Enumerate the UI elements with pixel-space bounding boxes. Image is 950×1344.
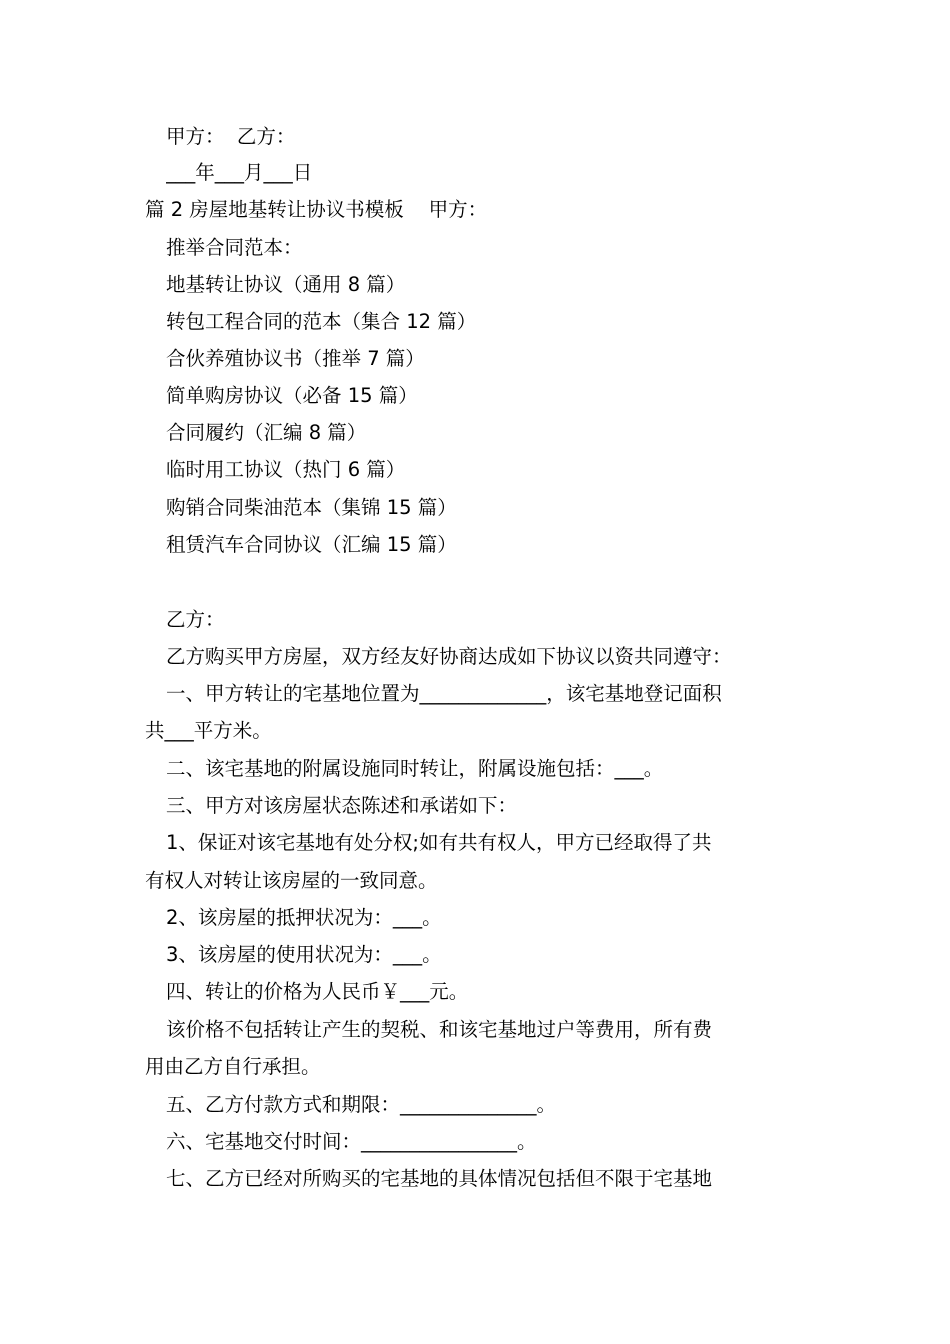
recommend-link-8[interactable]: 租赁汽车合同协议（汇编 15 篇）	[166, 533, 457, 556]
clause-3-item-1-line-2: 有权人对转让该房屋的一致同意。	[145, 869, 438, 892]
paragraph-intro: 乙方购买甲方房屋，双方经友好协商达成如下协议以资共同遵守：	[166, 645, 732, 668]
clause-6: 六、宅基地交付时间：________________。	[166, 1130, 537, 1153]
clause-7-line-1: 七、乙方已经对所购买的宅基地的具体情况包括但不限于宅基地	[166, 1167, 713, 1190]
recommend-link-6[interactable]: 临时用工协议（热门 6 篇）	[166, 458, 406, 481]
clause-3-item-1-line-1: 1、保证对该宅基地有处分权;如有共有权人，甲方已经取得了共	[166, 831, 712, 854]
party-a-b-line: 甲方： 乙方：	[166, 125, 296, 148]
recommend-link-1[interactable]: 地基转让协议（通用 8 篇）	[166, 273, 406, 296]
recommend-link-3[interactable]: 合伙养殖协议书（推举 7 篇）	[166, 347, 425, 370]
recommend-heading: 推举合同范本：	[166, 236, 303, 259]
recommend-link-7[interactable]: 购销合同柴油范本（集锦 15 篇）	[166, 496, 457, 519]
clause-4: 四、转让的价格为人民币￥___元。	[166, 980, 469, 1003]
clause-3: 三、甲方对该房屋状态陈述和承诺如下：	[166, 794, 518, 817]
clause-4-note-line-2: 用由乙方自行承担。	[145, 1055, 321, 1078]
section-title: 篇 2 房屋地基转让协议书模板 甲方：	[145, 198, 488, 221]
clause-1-line-2: 共___平方米。	[145, 719, 272, 742]
clause-2: 二、该宅基地的附属设施同时转让，附属设施包括：___。	[166, 757, 664, 780]
clause-1-line-1: 一、甲方转让的宅基地位置为_____________，该宅基地登记面积	[166, 682, 722, 705]
recommend-link-2[interactable]: 转包工程合同的范本（集合 12 篇）	[166, 310, 477, 333]
recommend-link-5[interactable]: 合同履约（汇编 8 篇）	[166, 421, 367, 444]
clause-3-item-2: 2、该房屋的抵押状况为：___。	[166, 906, 442, 929]
party-b-line: 乙方：	[166, 608, 225, 631]
clause-4-note-line-1: 该价格不包括转让产生的契税、和该宅基地过户等费用，所有费	[166, 1018, 713, 1041]
clause-5: 五、乙方付款方式和期限：______________。	[166, 1093, 557, 1116]
recommend-link-4[interactable]: 简单购房协议（必备 15 篇）	[166, 384, 418, 407]
clause-3-item-3: 3、该房屋的使用状况为：___。	[166, 943, 442, 966]
date-line: ___年___月___日	[166, 161, 313, 184]
